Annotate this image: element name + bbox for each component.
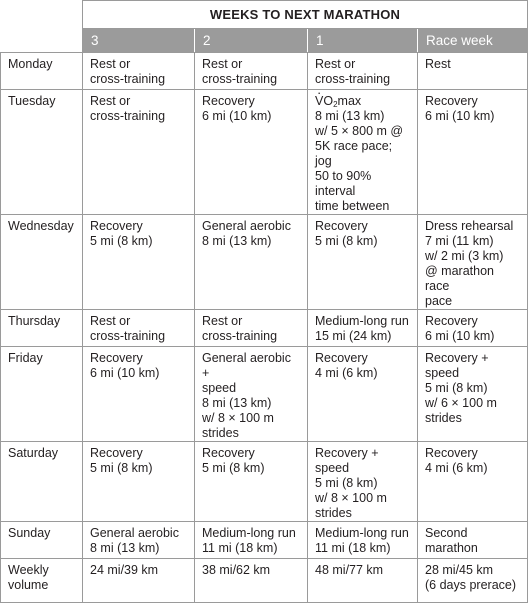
cell-line: Rest or [315, 57, 356, 71]
schedule-cell-friday-week-race-week [418, 347, 528, 442]
schedule-cell-monday-week-2 [195, 53, 308, 90]
schedule-body [1, 53, 528, 603]
cell-line: w/ 8 × 100 m [202, 411, 274, 425]
schedule-cell-sunday-week-2 [195, 522, 308, 559]
schedule-cell-friday-week-1 [308, 347, 418, 442]
cell-line: Recovery [90, 446, 143, 460]
week-header-2: 2 [195, 29, 308, 53]
schedule-cell-sunday-week-3 [83, 522, 195, 559]
schedule-cell-tuesday-week-1 [308, 90, 418, 215]
cell-line: 15 mi (24 km) [315, 329, 392, 343]
cell-line: w/ 6 × 100 m [425, 396, 497, 410]
schedule-cell-wednesday-week-2 [195, 215, 308, 310]
schedule-cell-weekly-volume-week-2 [195, 559, 308, 603]
cell-line: strides [315, 506, 352, 520]
schedule-cell-saturday-week-race-week [418, 442, 528, 522]
corner-cell [1, 1, 83, 29]
cell-line: 5 mi (8 km) [90, 234, 153, 248]
schedule-cell-saturday-week-2 [195, 442, 308, 522]
cell-line: Recovery [315, 351, 368, 365]
schedule-cell-weekly-volume-week-3 [83, 559, 195, 603]
day-label-tuesday: Tuesday [1, 90, 83, 215]
cell-line: 50 to 90% interval [315, 169, 372, 198]
schedule-cell-saturday-week-1 [308, 442, 418, 522]
cell-line: strides [425, 411, 462, 425]
cell-line: 24 mi/39 km [90, 563, 159, 577]
cell-line: 28 mi/45 km [425, 563, 494, 577]
cell-line: 5 mi (8 km) [202, 461, 265, 475]
table-title: WEEKS TO NEXT MARATHON [83, 1, 528, 29]
schedule-cell-tuesday-week-2 [195, 90, 308, 215]
cell-line: 7 mi (11 km) [425, 234, 494, 248]
cell-line: Recovery [425, 94, 478, 108]
cell-line: @ marathon race [425, 264, 494, 293]
cell-line: speed [202, 381, 237, 395]
cell-line: cross-training [90, 329, 166, 343]
cell-line: Second marathon [425, 526, 478, 555]
schedule-cell-thursday-week-race-week [418, 310, 528, 347]
schedule-cell-saturday-week-3 [83, 442, 195, 522]
cell-line: Medium-long run [315, 314, 409, 328]
cell-line: Medium-long run [315, 526, 409, 540]
day-label-wednesday: Wednesday [1, 215, 83, 310]
corner-cell [1, 29, 83, 53]
week-header-1: 1 [308, 29, 418, 53]
cell-line: Medium-long run [202, 526, 296, 540]
cell-line: Rest or [90, 94, 131, 108]
schedule-cell-thursday-week-2 [195, 310, 308, 347]
cell-line: Recovery [425, 446, 478, 460]
cell-line: Rest [425, 57, 451, 71]
cell-line: 8 mi (13 km) [202, 396, 272, 410]
cell-line: 5 mi (8 km) [315, 476, 378, 490]
table-row [1, 347, 528, 442]
schedule-cell-thursday-week-1 [308, 310, 418, 347]
cell-line: General aerobic + [202, 351, 291, 380]
cell-line: strides [202, 426, 239, 440]
cell-line: Recovery [90, 351, 143, 365]
cell-line: pace [425, 294, 453, 308]
cell-line: Recovery + speed [315, 446, 379, 475]
cell-line: w/ 2 mi (3 km) [425, 249, 504, 263]
schedule-cell-wednesday-week-1 [308, 215, 418, 310]
cell-line: General aerobic [90, 526, 179, 540]
cell-line: Recovery [425, 314, 478, 328]
day-label-thursday: Thursday [1, 310, 83, 347]
cell-line: Dress rehearsal [425, 219, 514, 233]
table-row [1, 442, 528, 522]
cell-line: Rest or [90, 57, 131, 71]
table-row [1, 559, 528, 603]
week-header-race-week: Race week [418, 29, 528, 53]
schedule-cell-tuesday-week-3 [83, 90, 195, 215]
cell-line: 8 mi (13 km) [315, 109, 385, 123]
schedule-cell-friday-week-3 [83, 347, 195, 442]
weeks-header-row [1, 29, 528, 53]
schedule-cell-monday-week-race-week [418, 53, 528, 90]
week-header-3: 3 [83, 29, 195, 53]
cell-line: Recovery + speed [425, 351, 489, 380]
schedule-cell-monday-week-1 [308, 53, 418, 90]
cell-line: cross-training [90, 109, 166, 123]
day-label-monday: Monday [1, 53, 83, 90]
schedule-cell-weekly-volume-week-race-week [418, 559, 528, 603]
cell-line: 11 mi (18 km) [202, 541, 278, 555]
cell-line: 48 mi/77 km [315, 563, 384, 577]
cell-line: Rest or [202, 314, 243, 328]
cell-line: cross-training [90, 72, 166, 86]
schedule-cell-wednesday-week-race-week [418, 215, 528, 310]
day-label-line: Weekly [8, 563, 49, 577]
title-row [1, 1, 528, 29]
schedule-cell-monday-week-3 [83, 53, 195, 90]
cell-line: cross-training [202, 72, 278, 86]
cell-line: 38 mi/62 km [202, 563, 271, 577]
table-row [1, 522, 528, 559]
cell-line: Recovery [315, 219, 368, 233]
schedule-cell-thursday-week-3 [83, 310, 195, 347]
cell-line: w/ 8 × 100 m [315, 491, 387, 505]
cell-line: 6 mi (10 km) [425, 109, 495, 123]
cell-line: Rest or [90, 314, 131, 328]
day-label-saturday: Saturday [1, 442, 83, 522]
cell-line: 4 mi (6 km) [315, 366, 378, 380]
schedule-cell-sunday-week-race-week [418, 522, 528, 559]
cell-line: General aerobic [202, 219, 291, 233]
cell-line: 6 mi (10 km) [202, 109, 272, 123]
schedule-cell-wednesday-week-3 [83, 215, 195, 310]
cell-line: 5 mi (8 km) [315, 234, 378, 248]
cell-line: 8 mi (13 km) [202, 234, 272, 248]
cell-line: Recovery [90, 219, 143, 233]
day-label-friday: Friday [1, 347, 83, 442]
cell-line: · $VO_2\max$ [315, 94, 411, 109]
cell-line: w/ 5 × 800 m @ [315, 124, 404, 138]
cell-line: cross-training [315, 72, 391, 86]
cell-line: 5 mi (8 km) [90, 461, 153, 475]
cell-line: 8 mi (13 km) [90, 541, 160, 555]
day-label-weekly-volume [1, 559, 83, 603]
schedule-cell-friday-week-2 [195, 347, 308, 442]
cell-line: time between [315, 199, 390, 213]
cell-line: 5 mi (8 km) [425, 381, 488, 395]
table-row [1, 90, 528, 215]
cell-line: Rest or [202, 57, 243, 71]
schedule-cell-sunday-week-1 [308, 522, 418, 559]
cell-line: 11 mi (18 km) [315, 541, 391, 555]
table-row [1, 310, 528, 347]
cell-line: 6 mi (10 km) [425, 329, 495, 343]
cell-line: Recovery [202, 94, 255, 108]
day-label-sunday: Sunday [1, 522, 83, 559]
cell-line: 5K race pace; jog [315, 139, 393, 168]
day-label-line: volume [8, 578, 49, 592]
schedule-cell-weekly-volume-week-1 [308, 559, 418, 603]
table-row [1, 215, 528, 310]
cell-line: (6 days prerace) [425, 578, 517, 592]
schedule-cell-tuesday-week-race-week [418, 90, 528, 215]
table-row [1, 53, 528, 90]
cell-line: Recovery [202, 446, 255, 460]
cell-line: 4 mi (6 km) [425, 461, 488, 475]
cell-line: cross-training [202, 329, 278, 343]
cell-line: 6 mi (10 km) [90, 366, 160, 380]
